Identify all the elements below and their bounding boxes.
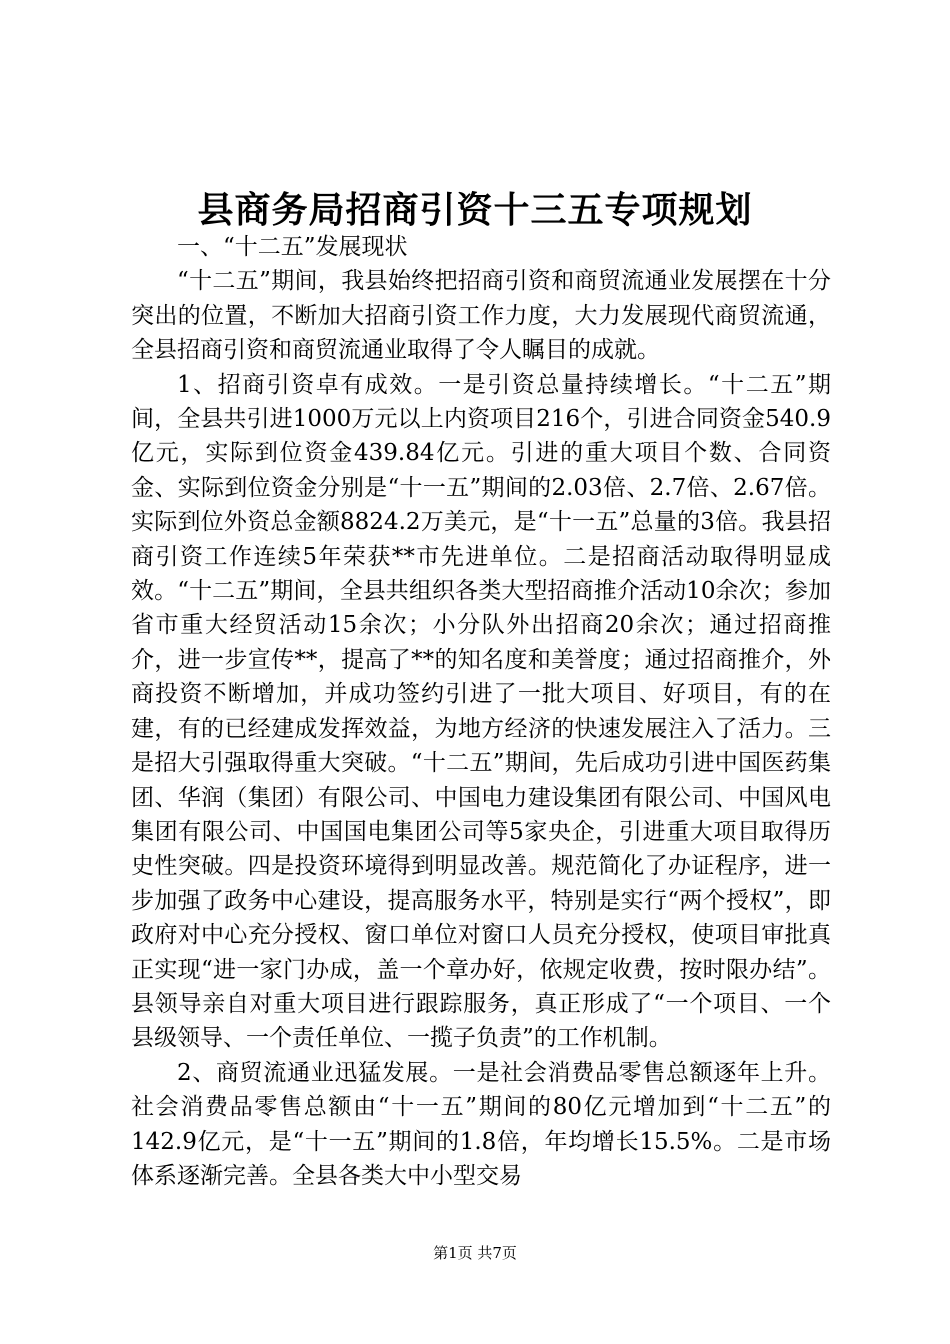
- paragraph-intro: “十二五”期间，我县始终把招商引资和商贸流通业发展摆在十分突出的位置，不断加大招商引资工作力度，大力发展现代商贸流通，全县招商引资和商贸流通业取得了令人瞩目的成就。: [131, 268, 831, 364]
- page-footer: 第1页 共7页: [433, 1244, 517, 1262]
- section-heading: 一、“十二五”发展现状: [177, 234, 408, 260]
- document-body: [131, 230, 831, 1193]
- paragraph-commerce: 2、商贸流通业迅猛发展。一是社会消费品零售总额逐年上升。社会消费品零售总额由“十一五”期间的80亿元增加到“十二五”的142.9亿元，是“十一五”期间的1.8倍，年均增长15.5%。二是市场体系逐渐完善。全县各类大中小型交易: [131, 1059, 831, 1189]
- document-title: 县商务局招商引资十三五专项规划: [197, 189, 753, 231]
- paragraph-investment: 1、招商引资卓有成效。一是引资总量持续增长。“十二五”期间，全县共引进1000万元以上内资项目216个，引进合同资金540.9亿元，实际到位资金439.84亿元。引进的重大项目个数、合同资金、实际到位资金分别是“十一五”期间的2.03倍、2.7倍、2.67倍。实际到位外资总金额8824.2万美元，是“十一五”总量的3倍。我县招商引资工作连续5年荣获**市先进单位。二是招商活动取得明显成效。“十二五”期间，全县共组织各类大型招商推介活动10余次；参加省市重大经贸活动15余次；小分队外出招商20余次；通过招商推介，进一步宣传**，提高了**的知名度和美誉度；通过招商推介，外商投资不断增加，并成功签约引进了一批大项目、好项目，有的在建，有的已经建成发挥效益，为地方经济的快速发展注入了活力。三是招大引强取得重大突破。“十二五”期间，先后成功引进中国医药集团、华润（集团）有限公司、中国电力建设集团有限公司、中国风电集团有限公司、中国国电集团公司等5家央企，引进重大项目取得历史性突破。四是投资环境得到明显改善。规范简化了办证程序，进一步加强了政务中心建设，提高服务水平，特别是实行“两个授权”，即政府对中心充分授权、窗口单位对窗口人员充分授权，使项目审批真正实现“进一家门办成，盖一个章办好，依规定收费，按时限办结”。县领导亲自对重大项目进行跟踪服务，真正形成了“一个项目、一个县级领导、一个责任单位、一揽子负责”的工作机制。: [131, 371, 831, 1052]
